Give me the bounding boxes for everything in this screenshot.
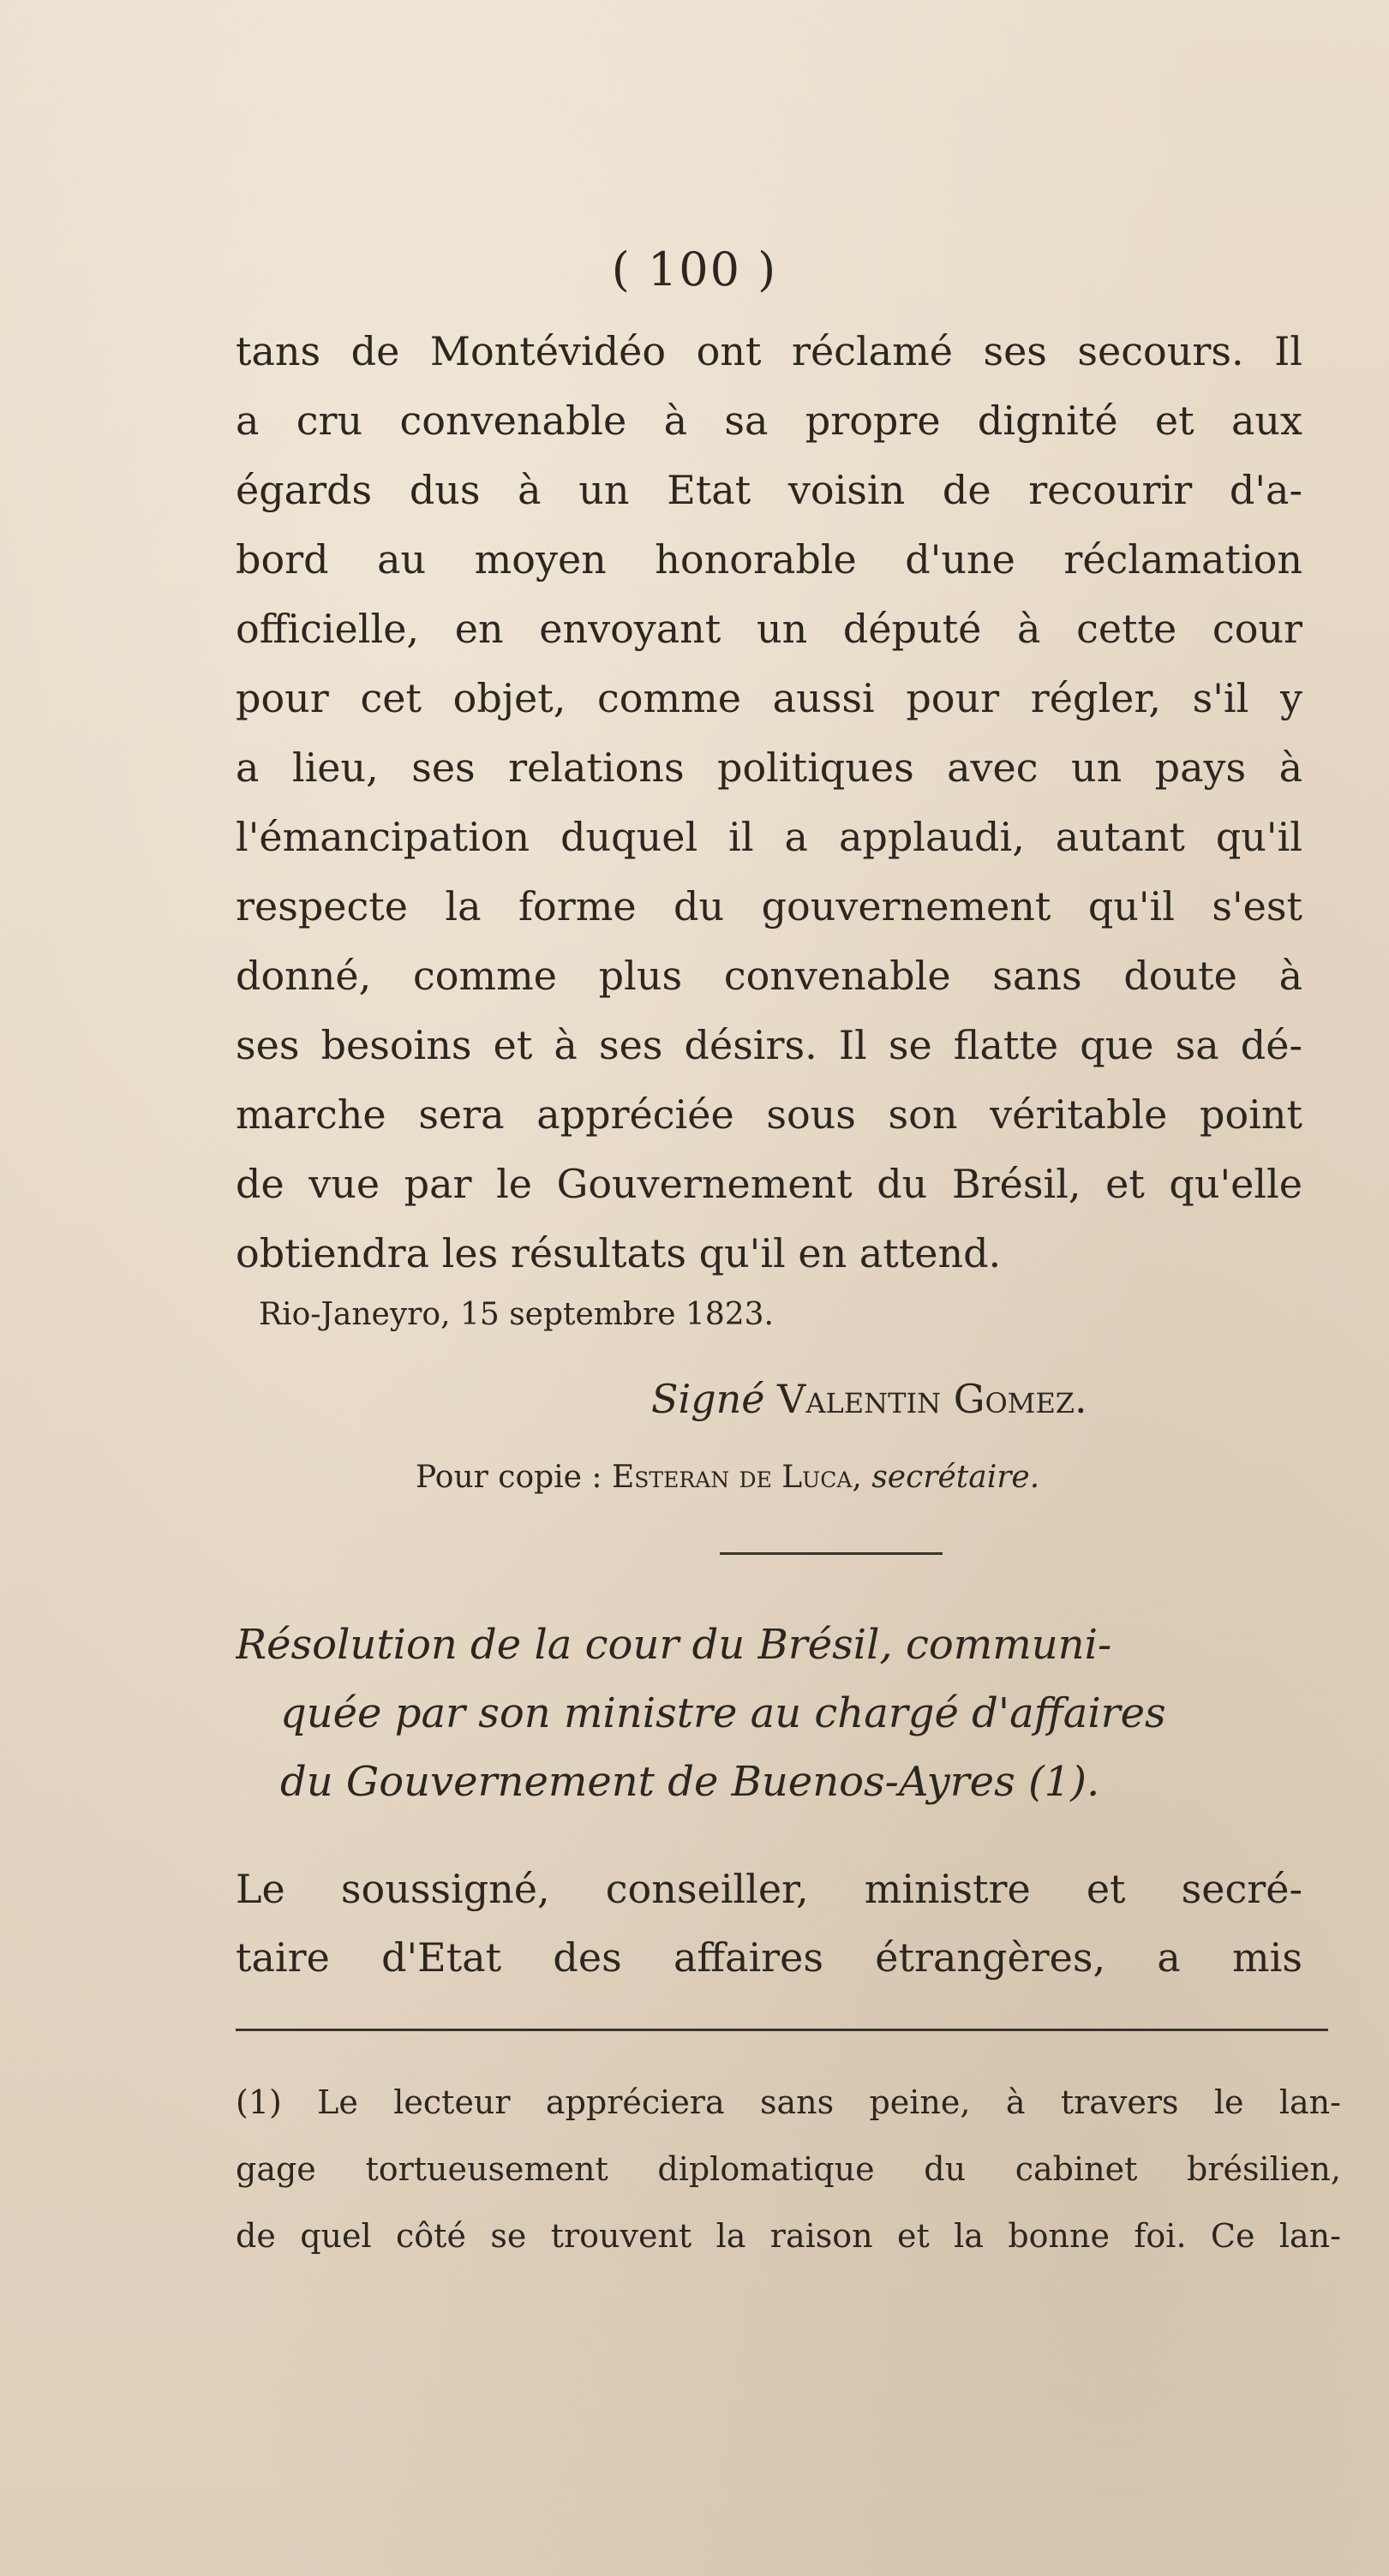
footnote-line: de quel côté se trouvent la raison et la bonne foi. Ce lan-: [236, 2217, 1341, 2255]
heading-line: quée par son ministre au chargé d'affaires: [280, 1689, 1166, 1737]
resolution-paragraph: [236, 1855, 1302, 1992]
text-line: officielle, en envoyant un député à cette cour: [236, 606, 1302, 652]
heading-line: du Gouvernement de Buenos-Ayres (1).: [280, 1758, 1100, 1806]
text-line: pour cet objet, comme aussi pour régler, s'il y: [236, 675, 1302, 721]
signature-prefix: Signé: [651, 1376, 765, 1422]
section-heading: [236, 1611, 1302, 1816]
text-line: respecte la forme du gouvernement qu'il s'est: [236, 883, 1302, 929]
copy-prefix: Pour copie :: [416, 1460, 602, 1495]
main-paragraph: [236, 317, 1302, 1288]
copy-title: secrétaire.: [871, 1460, 1040, 1495]
text-line: taire d'Etat des affaires étrangères, a mis: [236, 1934, 1302, 1981]
text-line: l'émancipation duquel il a applaudi, autant qu'il: [236, 814, 1302, 860]
signature: [651, 1369, 1389, 1429]
copy-name: Esteran de Luca,: [612, 1460, 862, 1495]
dateline: Rio-Janeyro, 15 septembre 1823.: [259, 1297, 774, 1332]
text-line: de vue par le Gouvernement du Brésil, et qu'elle: [236, 1161, 1302, 1207]
footnote-line: gage tortueusement diplomatique du cabinet brésilien,: [236, 2150, 1341, 2188]
text-line: égards dus à un Etat voisin de recourir d'a-: [236, 467, 1302, 513]
page-number: ( 100 ): [611, 242, 778, 296]
heading-line: Résolution de la cour du Brésil, communi-: [236, 1621, 1112, 1669]
text-line: obtiendra les résultats qu'il en attend.: [236, 1230, 1002, 1276]
text-line: Le soussigné, conseiller, ministre et secré-: [236, 1866, 1302, 1912]
text-line: tans de Montévidéo ont réclamé ses secours. Il: [236, 328, 1302, 374]
signature-name: Valentin Gomez.: [777, 1376, 1087, 1422]
text-line: marche sera appréciée sous son véritable point: [236, 1091, 1302, 1138]
copy-attribution: [416, 1452, 1389, 1503]
text-line: bord au moyen honorable d'une réclamation: [236, 536, 1302, 583]
section-divider: [720, 1552, 943, 1555]
footnote-rule: [236, 2029, 1328, 2031]
text-line: a cru convenable à sa propre dignité et aux: [236, 397, 1302, 444]
text-line: ses besoins et à ses désirs. Il se flatte que sa dé-: [236, 1022, 1302, 1068]
footnote: [236, 2069, 1341, 2269]
footnote-line: (1) Le lecteur appréciera sans peine, à travers le lan-: [236, 2083, 1341, 2121]
text-line: a lieu, ses relations politiques avec un pays à: [236, 744, 1302, 791]
text-line: donné, comme plus convenable sans doute à: [236, 953, 1302, 999]
